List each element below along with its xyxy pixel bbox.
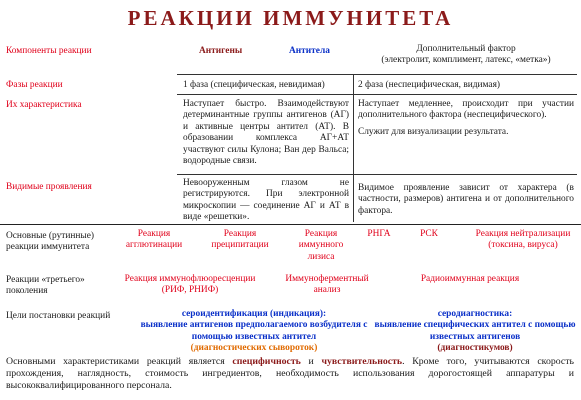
visible-phase-1: Невооруженным глазом не регистрируются. При электронной микроскопии — соединение АГ и АТ в виде «решетки».	[183, 178, 349, 223]
goal-seroidentification	[138, 309, 370, 355]
header-extra-line2: (электролит, комплимент, латекс, «метка»)	[381, 55, 551, 66]
goals-label: Цели постановки реакций	[6, 311, 111, 321]
header-extra-line1: Дополнительный фактор	[416, 44, 516, 54]
table-column-divider	[353, 75, 354, 222]
phase-2: 2 фаза (неспецифическая, видимая)	[358, 80, 501, 90]
routine-item-rsk: РСК	[420, 229, 438, 239]
routine-item-neutralization: Реакция нейтрализации (токсина, вируса)	[475, 229, 571, 251]
phase-1: 1 фаза (специфическая, невидимая)	[183, 80, 325, 90]
routine-item-rnga: РНГА	[367, 229, 391, 239]
goal-1-note: (диагностических сывороток)	[190, 343, 318, 354]
goal-1-title: сероидентификация (индикация):	[181, 309, 327, 319]
section-divider	[0, 224, 581, 225]
header-antigens: Антигены	[199, 46, 243, 56]
table-separator-phases	[177, 94, 577, 95]
table-separator-characteristics	[177, 174, 577, 175]
visible-label: Видимые проявления	[6, 182, 92, 192]
characteristics-phase-1: Наступает быстро. Взаимодействуют детерминантные группы антигенов (АГ) и активные центры антител (АТ). В образовании комплекса АГ+АТ участвуют силы Кулона; Ван дер Вальса; водородные связи.	[183, 99, 349, 167]
third-gen-label: Реакции «третьего» поколения	[6, 275, 85, 297]
goal-2-note: (диагностикумов)	[437, 343, 513, 354]
goal-2-text: выявление специфических антител с помощью известных антигенов	[374, 320, 576, 342]
header-components: Компоненты реакции	[6, 46, 92, 56]
characteristics-phase-2	[358, 99, 574, 138]
header-extra-factor	[357, 44, 575, 67]
phases-label: Фазы реакции	[6, 80, 63, 90]
third-gen-item-ria: Радиоиммунная реакция	[420, 274, 520, 284]
goal-serodiagnostics	[372, 309, 578, 355]
goal-1-text: выявление антигенов предполагаемого возбудителя с помощью известных антител	[140, 320, 368, 342]
footer-specificity: специфичность	[232, 356, 301, 367]
third-gen-item-ifa: Иммуноферментный анализ	[285, 274, 369, 296]
footer-text-start: Основными характеристиками реакций является	[6, 356, 233, 367]
routine-item-immune-lysis: Реакция иммунного лизиса	[298, 229, 344, 262]
routine-item-precipitation: Реакция преципитации	[211, 229, 269, 251]
footer-text-end: . Кроме того, учитываются скорость прохождения, наглядность, стоимость ингредиентов, необходимость использования дорогостоящей аппаратуры и высококвалифицированного персонала.	[6, 356, 574, 392]
characteristics-label: Их характеристика	[6, 100, 82, 110]
routine-label: Основные (рутинные) реакции иммунитета	[6, 231, 94, 253]
routine-item-agglutination: Реакция агглютинации	[125, 229, 183, 251]
footer-and: и	[300, 356, 322, 367]
visible-phase-2: Видимое проявление зависит от характера (в частности, размеров) антигена и от дополнительного фактора.	[358, 183, 574, 216]
goal-2-title: серодиагностика:	[437, 309, 513, 319]
table-separator-header	[177, 74, 577, 75]
third-gen-item-rif: Реакция иммунофлюоресценции (РИФ, РНИФ)	[124, 274, 256, 296]
characteristics-phase-2-purpose: Служит для визуализации результата.	[358, 126, 509, 137]
footer-paragraph	[6, 356, 574, 392]
page-title: РЕАКЦИИ ИММУНИТЕТА	[127, 6, 454, 30]
header-antibodies: Антитела	[289, 46, 330, 56]
footer-sensitivity: чувствительность	[321, 356, 403, 367]
characteristics-phase-2-text: Наступает медленнее, происходит при участии дополнительного фактора (неспецифического).	[358, 99, 574, 121]
